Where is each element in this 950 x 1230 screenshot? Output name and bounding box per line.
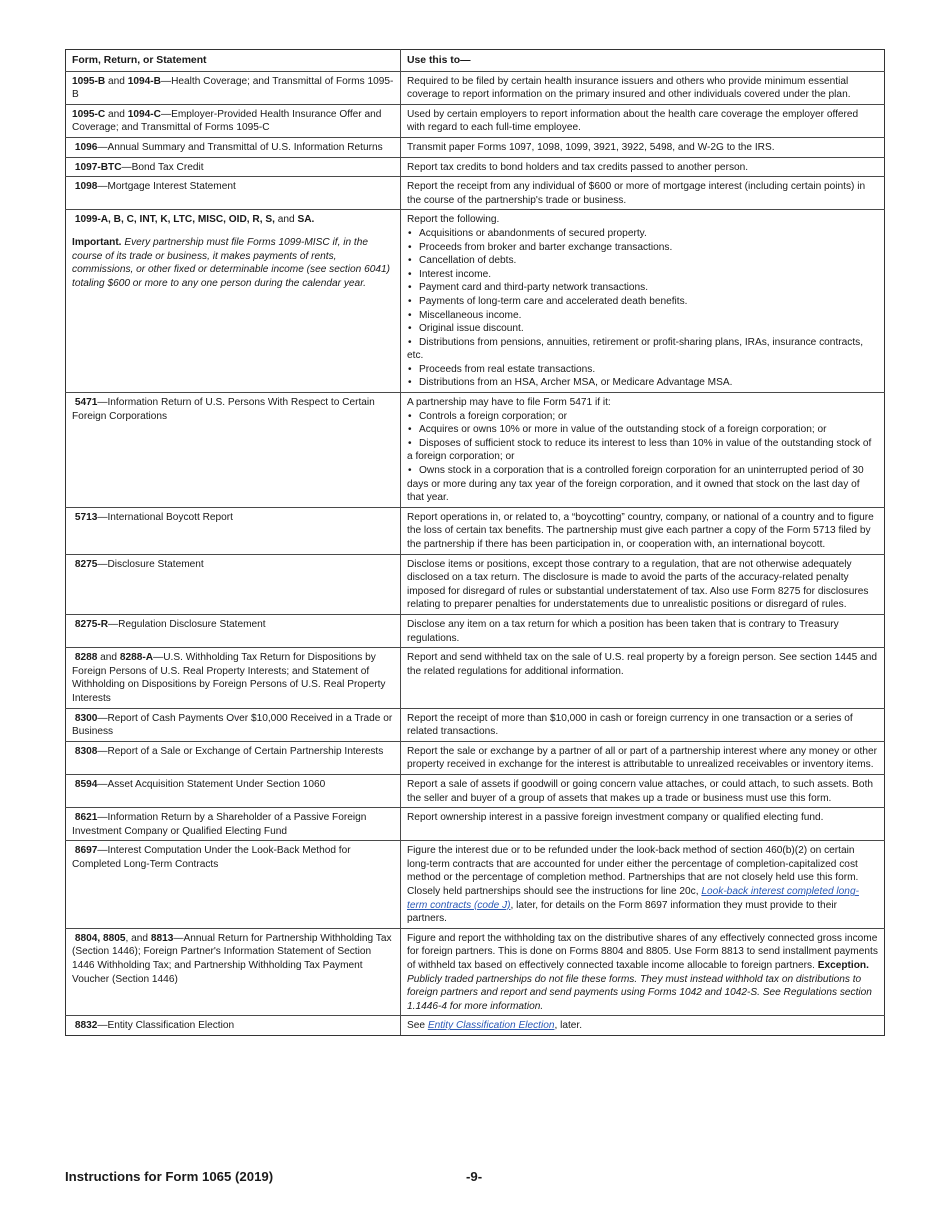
form-number: 1099-A, B, C, INT, K, LTC, MISC, OID, R, S, xyxy=(74,214,275,226)
page-number: -9- xyxy=(466,1169,483,1184)
use-cell: Report operations in, or related to, a “boycotting” country, company, or national of a country and to figure the loss of certain tax benefits. The partnership must give each partner a copy of the Form 5713 filed by the partnership if there has been participation in, or cooperation with, an international boycott. xyxy=(401,507,885,554)
form-cell xyxy=(66,210,401,393)
form-title: —Regulation Disclosure Statement xyxy=(108,618,266,630)
list-item: • Acquisitions or abandonments of secured property. xyxy=(407,227,878,241)
form-title: —Report of a Sale or Exchange of Certain Partnership Interests xyxy=(97,745,384,757)
table-header-row xyxy=(66,50,885,72)
table-row xyxy=(66,808,885,841)
table-row xyxy=(66,708,885,741)
form-number: 1094-C xyxy=(127,108,161,120)
form-title: —International Boycott Report xyxy=(97,511,233,523)
use-text: Figure the interest due or to be refunded under the look-back method of section 460(b)(2) on certain long-term contracts that are accounted for under either the percentage of completion-capitalized cost method or the percentage of completion method. Partnerships that are not closely held use this form. Closely held partnerships should see the instructions for line 20c, xyxy=(407,845,859,898)
use-cell: Used by certain employers to report information about the health care coverage the employer offered with regard to each full-time employee. xyxy=(401,104,885,137)
important-note xyxy=(72,236,394,290)
list-item: • Original issue discount. xyxy=(407,322,878,336)
list-item: • Distributions from pensions, annuities, retirement or profit-sharing plans, IRAs, insurance contracts, etc. xyxy=(407,336,878,363)
list-item: • Controls a foreign corporation; or xyxy=(407,410,878,424)
form-number: 8594 xyxy=(74,778,98,790)
form-number: 8832 xyxy=(74,1020,98,1032)
use-cell: Report and send withheld tax on the sale of U.S. real property by a foreign person. See section 1445 and the related regulations for additional information. xyxy=(401,648,885,708)
table-row xyxy=(66,1016,885,1036)
use-cell: Report ownership interest in a passive foreign investment company or qualified electing fund. xyxy=(401,808,885,841)
form-text: , and xyxy=(125,932,151,944)
form-title: —Interest Computation Under the Look-Back Method for Completed Long-Term Contracts xyxy=(72,845,351,870)
form-title: —Mortgage Interest Statement xyxy=(97,181,236,193)
use-cell: Report tax credits to bond holders and tax credits passed to another person. xyxy=(401,157,885,177)
list-item: • Payment card and third-party network transactions. xyxy=(407,281,878,295)
form-text: and xyxy=(105,108,128,120)
form-title: —U.S. Withholding Tax Return for Dispositions by Foreign Persons of U.S. Real Property Interests; and Statement of Withholding on Dispositions by Foreign Persons of U.S. Real Property Interests xyxy=(72,652,386,704)
list-item: • Miscellaneous income. xyxy=(407,309,878,323)
form-cell xyxy=(66,648,401,708)
use-text: Figure and report the withholding tax on the distributive shares of any effectively connected gross income for foreign partners. This is done on Forms 8804 and 8805. Use Form 8813 to send installment payments of withheld tax based on effectively connected taxable income allocable to foreign partners. xyxy=(407,932,878,972)
table-row xyxy=(66,393,885,508)
form-number: 1096 xyxy=(74,141,98,153)
form-number: SA. xyxy=(297,214,315,226)
form-cell xyxy=(66,614,401,647)
form-text: and xyxy=(105,75,128,87)
use-cell: Disclose any item on a tax return for which a position has been taken that is contrary to Treasury regulations. xyxy=(401,614,885,647)
table-row xyxy=(66,210,885,393)
table-row xyxy=(66,71,885,104)
use-intro: Report the following. xyxy=(407,214,500,226)
use-cell xyxy=(401,210,885,393)
table-row xyxy=(66,554,885,614)
form-cell xyxy=(66,71,401,104)
list-item: • Disposes of sufficient stock to reduce its interest to less than 10% in value of the outstanding stock of a foreign corporation; or xyxy=(407,437,878,464)
form-cell xyxy=(66,841,401,929)
form-number: 8697 xyxy=(74,845,98,857)
form-number: 8813 xyxy=(150,932,174,944)
form-number: 5471 xyxy=(74,397,98,409)
table-row xyxy=(66,157,885,177)
table-row xyxy=(66,648,885,708)
form-title: —Asset Acquisition Statement Under Section 1060 xyxy=(97,778,326,790)
form-number: 1098 xyxy=(74,181,98,193)
entity-classification-link[interactable]: Entity Classification Election xyxy=(427,1020,555,1032)
exception-text: Publicly traded partnerships do not file these forms. They must instead withhold tax on distributions to foreign partners and report and send payments using Forms 1042 and 1042-S. See Regulations section 1.1446-4 for more information. xyxy=(407,973,872,1012)
form-cell xyxy=(66,177,401,210)
forms-table xyxy=(65,49,885,1036)
form-number: 1097-BTC xyxy=(74,161,122,173)
look-back-interest-link[interactable]: Look-back interest completed long-term contracts (code J) xyxy=(407,886,859,911)
form-cell xyxy=(66,137,401,157)
form-cell xyxy=(66,774,401,807)
list-item: • Distributions from an HSA, Archer MSA, or Medicare Advantage MSA. xyxy=(407,376,878,390)
form-cell xyxy=(66,507,401,554)
table-row xyxy=(66,177,885,210)
important-text: Every partnership must file Forms 1099-MISC if, in the course of its trade or business, it makes payments of rents, commissions, or other fixed or determinable income (see section 6041) totaling $600 or more to any one person during the calendar year. xyxy=(72,236,390,289)
use-cell xyxy=(401,928,885,1016)
use-cell: Report the receipt from any individual of $600 or more of mortgage interest (including certain points) in the course of the partnership's trade or business. xyxy=(401,177,885,210)
use-cell: Report the receipt of more than $10,000 in cash or foreign currency in one transaction or a series of related transactions. xyxy=(401,708,885,741)
form-cell xyxy=(66,393,401,508)
table-row xyxy=(66,507,885,554)
form-number: 8275 xyxy=(74,558,98,570)
form-text: and xyxy=(274,214,298,226)
form-title: —Health Coverage; and Transmittal of Forms 1095-B xyxy=(72,75,394,101)
form-title: —Entity Classification Election xyxy=(97,1020,235,1032)
form-text: and xyxy=(97,652,120,664)
form-title: —Employer-Provided Health Insurance Offer and Coverage; and Transmittal of Forms 1095-C xyxy=(72,108,382,134)
list-item: • Payments of long-term care and accelerated death benefits. xyxy=(407,295,878,309)
form-title: —Annual Summary and Transmittal of U.S. Information Returns xyxy=(97,141,383,153)
form-number: 8804, 8805 xyxy=(74,932,126,944)
form-cell xyxy=(66,808,401,841)
list-item: • Acquires or owns 10% or more in value of the outstanding stock of a foreign corporation; or xyxy=(407,423,878,437)
form-number: 1095-B xyxy=(72,75,106,87)
use-cell: Required to be filed by certain health insurance issuers and others who provide minimum essential coverage to report information on the primary insured and other individuals covered under the plan. xyxy=(401,71,885,104)
form-title: —Information Return of U.S. Persons With Respect to Certain Foreign Corporations xyxy=(72,397,375,422)
list-item: • Cancellation of debts. xyxy=(407,254,878,268)
table-row xyxy=(66,841,885,929)
form-title: —Annual Return for Partnership Withholding Tax (Section 1446); Foreign Partner's Information Statement of Section 1446 Withholding Tax; and Partnership Withholding Tax Payment Voucher (Section 1446) xyxy=(72,932,392,985)
form-cell xyxy=(66,157,401,177)
column-header-use: Use this to— xyxy=(401,50,885,72)
table-row xyxy=(66,104,885,137)
use-cell: Transmit paper Forms 1097, 1098, 1099, 3921, 3922, 5498, and W-2G to the IRS. xyxy=(401,137,885,157)
table-row xyxy=(66,928,885,1016)
form-number: 8300 xyxy=(74,712,98,724)
form-number: 8288 xyxy=(74,652,98,664)
important-label: Important. xyxy=(72,236,122,248)
form-number: 8621 xyxy=(74,812,98,824)
form-cell xyxy=(66,708,401,741)
form-title: —Disclosure Statement xyxy=(97,558,204,570)
use-text: See xyxy=(407,1020,428,1032)
form-number: 1095-C xyxy=(72,108,106,120)
column-header-form: Form, Return, or Statement xyxy=(66,50,401,72)
form-number: 5713 xyxy=(74,511,98,523)
use-text: , later, for details on the Form 8697 information they must provide to their partners. xyxy=(407,899,837,925)
form-title: —Bond Tax Credit xyxy=(121,161,204,173)
use-text: , later. xyxy=(554,1020,583,1032)
form-cell xyxy=(66,104,401,137)
list-item: • Proceeds from broker and barter exchange transactions. xyxy=(407,241,878,255)
use-cell xyxy=(401,1016,885,1036)
use-cell: Report the sale or exchange by a partner of all or part of a partnership interest where any money or other property received in exchange for the interest is attributable to unrealized receivables or inventory items. xyxy=(401,741,885,774)
form-number: 8308 xyxy=(74,745,98,757)
table-row xyxy=(66,774,885,807)
use-cell: Report a sale of assets if goodwill or going concern value attaches, or could attach, to such assets. Both the seller and buyer of a group of assets that makes up a trade or business must use this form. xyxy=(401,774,885,807)
footer-document-title: Instructions for Form 1065 (2019) xyxy=(65,1169,274,1184)
form-title: —Information Return by a Shareholder of a Passive Foreign Investment Company or Qualified Electing Fund xyxy=(72,812,367,837)
list-item: • Proceeds from real estate transactions. xyxy=(407,363,878,377)
use-cell: Disclose items or positions, except those contrary to a regulation, that are not otherwise adequately disclosed on a tax return. The disclosure is made to avoid the parts of the accuracy-related penalty imposed for disregard of rules or substantial understatement of tax. Also use Form 8275 for disclosures relating to preparer penalties for understatements due to unrealistic positions or disregard of rules. xyxy=(401,554,885,614)
list-item: • Owns stock in a corporation that is a controlled foreign corporation for an uninterrupted period of 30 days or more during any tax year of the foreign corporation, and it owned that stock on the last day of that year. xyxy=(407,464,878,505)
table-row xyxy=(66,741,885,774)
form-cell xyxy=(66,928,401,1016)
exception-label: Exception. xyxy=(817,960,869,972)
table-row xyxy=(66,614,885,647)
form-cell xyxy=(66,741,401,774)
list-item: • Interest income. xyxy=(407,268,878,282)
table-row xyxy=(66,137,885,157)
form-number: 8288-A xyxy=(119,652,154,664)
form-title: —Report of Cash Payments Over $10,000 Received in a Trade or Business xyxy=(72,712,393,738)
use-intro: A partnership may have to file Form 5471 if it: xyxy=(407,397,611,409)
form-number: 8275-R xyxy=(74,618,109,630)
form-number: 1094-B xyxy=(127,75,161,87)
use-cell xyxy=(401,393,885,508)
form-cell xyxy=(66,1016,401,1036)
form-cell xyxy=(66,554,401,614)
use-cell xyxy=(401,841,885,929)
